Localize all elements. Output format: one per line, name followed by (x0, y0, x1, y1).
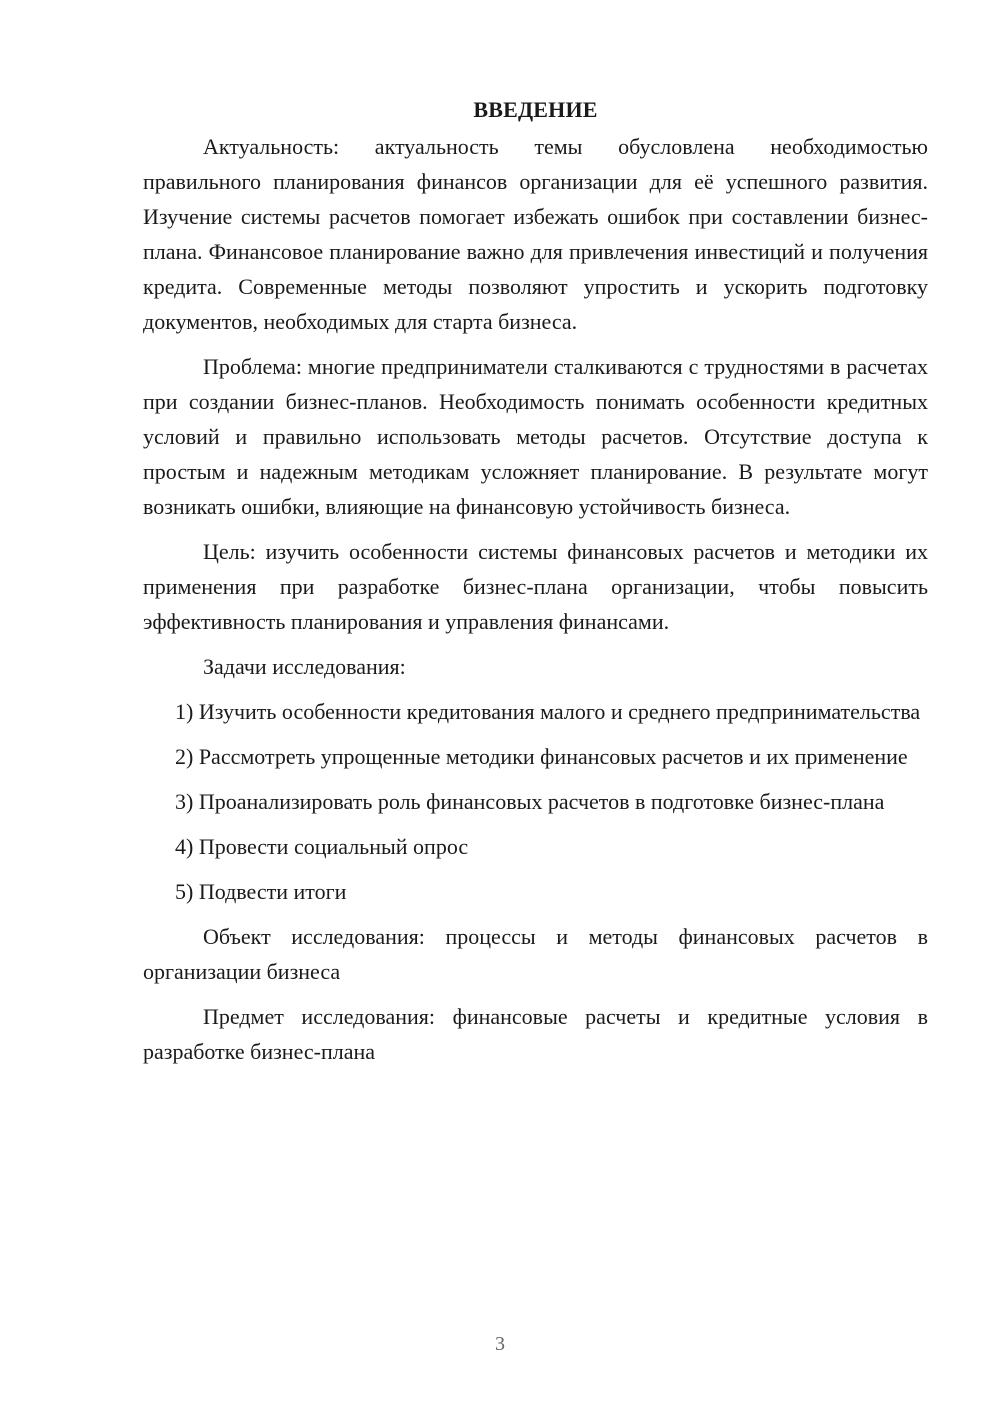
tasks-heading: Задачи исследования: (203, 654, 406, 679)
task-item-3: 3) Проанализировать роль финансовых расчетов в подготовке бизнес-плана (175, 789, 885, 814)
task-item-5: 5) Подвести итоги (175, 879, 347, 904)
subject-paragraph: Предмет исследования: финансовые расчеты и кредитные условия в разработке бизнес-плана (143, 1004, 928, 1064)
document-page (143, 92, 928, 1079)
object-paragraph: Объект исследования: процессы и методы финансовых расчетов в организации бизнеса (143, 924, 928, 984)
task-item-4: 4) Провести социальный опрос (175, 834, 469, 859)
problem-paragraph: Проблема: многие предприниматели сталкиваются с трудностями в расчетах при создании бизнес-планов. Необходимость понимать особенности кредитных условий и правильно использовать методы расчетов. Отсутствие доступа к простым и надежным методикам усложняет планирование. В результате могут возникать ошибки, влияющие на финансовую устойчивость бизнеса. (143, 354, 928, 519)
page-number: 3 (495, 1333, 505, 1355)
relevance-paragraph: Актуальность: актуальность темы обусловлена необходимостью правильного планирования финансов организации для её успешного развития. Изучение системы расчетов помогает избежать ошибок при составлении бизнес-плана. Финансовое планирование важно для привлечения инвестиций и получения кредита. Современные методы позволяют упростить и ускорить подготовку документов, необходимых для старта бизнеса. (143, 134, 928, 334)
task-item-2: 2) Рассмотреть упрощенные методики финансовых расчетов и их применение (175, 744, 908, 769)
page-title: ВВЕДЕНИЕ (473, 97, 598, 122)
task-item-1: 1) Изучить особенности кредитования малого и среднего предпринимательства (175, 699, 921, 724)
goal-paragraph: Цель: изучить особенности системы финансовых расчетов и методики их применения при разработке бизнес-плана организации, чтобы повысить эффективность планирования и управления финансами. (143, 539, 928, 634)
